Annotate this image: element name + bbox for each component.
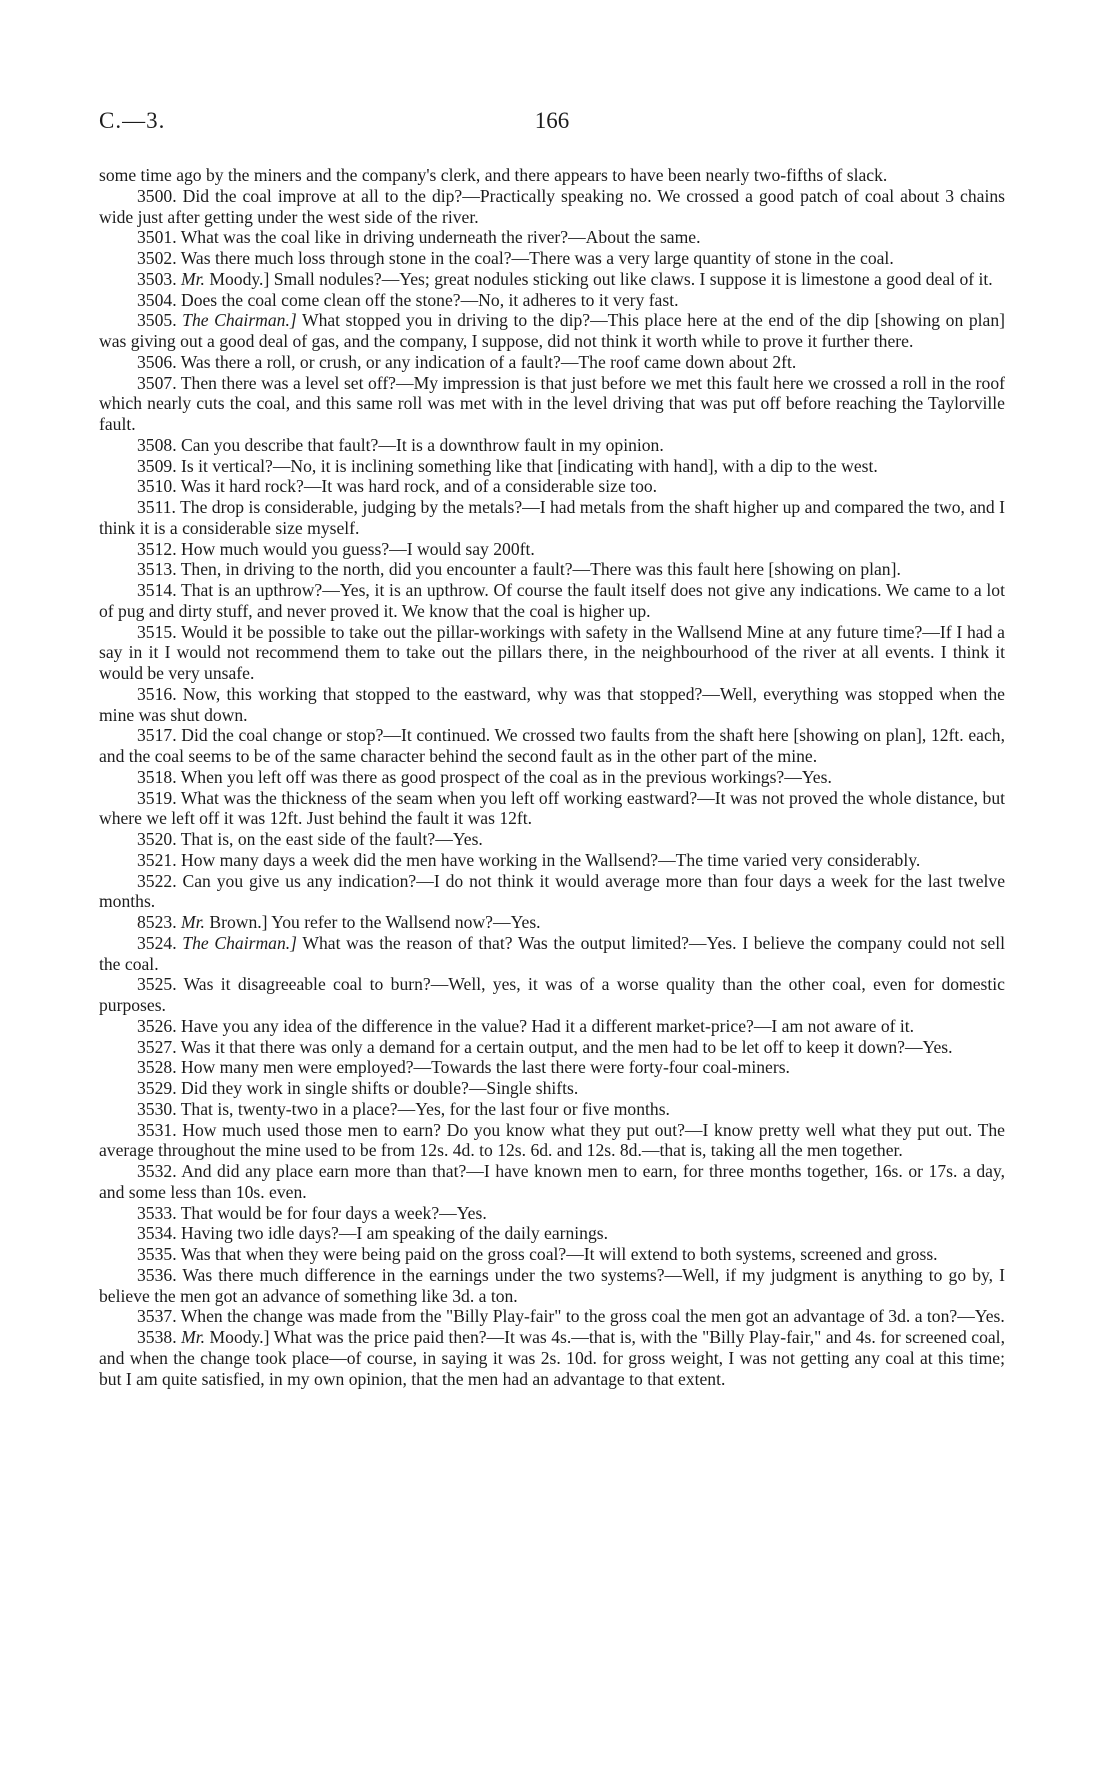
question-number: 3500.	[137, 185, 177, 206]
question-number: 8523.	[137, 912, 177, 932]
speaker-name: Mr.	[181, 268, 205, 289]
question-number: 3511.	[137, 497, 176, 517]
question-paragraph	[99, 1120, 1005, 1162]
question-paragraph	[99, 497, 1005, 539]
question-number: 3521.	[137, 849, 177, 870]
speaker-name: Mr.	[181, 1327, 206, 1347]
paragraph-text: Have you any idea of the difference in the value? Had it a different market-price?—I am not aware of it.	[181, 1015, 915, 1036]
speaker-surname: Moody.]	[209, 1327, 270, 1347]
paragraph-text: You refer to the Wallsend now?—Yes.	[271, 912, 541, 932]
question-paragraph	[99, 1099, 1005, 1120]
question-number: 3518.	[137, 766, 177, 787]
question-number: 3524.	[137, 932, 177, 953]
question-paragraph	[99, 1306, 1005, 1327]
question-paragraph	[99, 1265, 1005, 1307]
paragraph-text: Did the coal improve at all to the dip?—Practically speaking no. We crossed a good patch of coal about 3 chains wide just after getting under the west side of the river.	[99, 185, 1005, 227]
paragraph-text: Was there much difference in the earnings under the two systems?—Well, if my judgment is anything to go by, I believe the men got an advance of something like 3d. a ton.	[99, 1264, 1005, 1306]
paragraph-text: Now, this working that stopped to the eastward, why was that stopped?—Well, everything was stopped when the mine was shut down.	[99, 683, 1005, 725]
evidence-text	[99, 165, 1005, 1389]
paragraph-text: Does the coal come clean off the stone?—No, it adheres to it very fast.	[181, 289, 679, 310]
question-number: 3538.	[137, 1327, 177, 1347]
question-number: 3507.	[137, 372, 177, 393]
question-paragraph	[99, 186, 1005, 228]
paragraph-text: How much would you guess?—I would say 200ft.	[181, 538, 535, 559]
question-number: 3520.	[137, 829, 177, 849]
question-paragraph	[99, 456, 1005, 477]
question-number: 3526.	[137, 1015, 177, 1036]
question-number: 3509.	[137, 455, 177, 476]
paragraph-text: That is an upthrow?—Yes, it is an upthrow. Of course the fault itself does not give any indications. We came to a lot of pug and dirty stuff, and never proved it. We know that the coal is higher up.	[99, 580, 1005, 621]
paragraph-text: Was that when they were being paid on the gross coal?—It will extend to both systems, screened and gross.	[180, 1244, 938, 1264]
question-paragraph	[99, 352, 1005, 373]
question-paragraph	[99, 435, 1005, 456]
question-number: 3533.	[137, 1202, 177, 1223]
question-paragraph	[99, 165, 1005, 186]
question-paragraph	[99, 1223, 1005, 1244]
paragraph-text: Was there much loss through stone in the coal?—There was a very large quantity of stone in the coal.	[180, 248, 894, 268]
paragraph-text: Was it disagreeable coal to burn?—Well, yes, it was of a worse quality than the other coal, even for domestic purposes.	[99, 974, 1005, 1015]
paragraph-text: The drop is considerable, judging by the metals?—I had metals from the shaft higher up and compared the two, and I think it is a considerable size myself.	[99, 497, 1005, 538]
question-number: 3505.	[137, 310, 177, 331]
paragraph-text: Can you describe that fault?—It is a downthrow fault in my opinion.	[181, 434, 664, 455]
paragraph-text: Then, in driving to the north, did you encounter a fault?—There was this fault here [showing on plan].	[180, 559, 901, 580]
question-paragraph	[99, 1327, 1005, 1389]
paragraph-text: some time ago by the miners and the company's clerk, and there appears to have been nearly two-fifths of slack.	[99, 165, 888, 185]
question-number: 3519.	[137, 787, 177, 808]
question-paragraph	[99, 539, 1005, 560]
question-paragraph	[99, 1016, 1005, 1037]
question-number: 3536.	[137, 1264, 177, 1285]
question-number: 3525.	[137, 974, 177, 995]
paragraph-text: Did the coal change or stop?—It continued. We crossed two faults from the shaft here [showing on plan], 12ft. each, and the coal seems to be of the same character behind the second fault as in the other part of the mine.	[99, 725, 1005, 766]
question-number: 3506.	[137, 351, 177, 372]
question-number: 3527.	[137, 1036, 177, 1057]
paragraph-text: Small nodules?—Yes; great nodules sticking out like claws. I suppose it is limestone a good deal of it.	[273, 268, 993, 289]
question-paragraph	[99, 1203, 1005, 1224]
paragraph-text: What was the thickness of the seam when you left off working eastward?—It was not proved the whole distance, but where we left off it was 12ft. Just behind the fault it was 12ft.	[99, 787, 1005, 829]
speaker-name: The Chairman.]	[182, 310, 297, 331]
question-number: 3508.	[137, 434, 177, 455]
question-paragraph	[99, 559, 1005, 580]
question-paragraph	[99, 1078, 1005, 1099]
paragraph-text: What was the price paid then?—It was 4s.—that is, with the "Billy Play-fair," and 4s. for screened coal, and when the change took place—of course, in saying it was 2s. 10d. for gross weight, I was not getting any coal at this time; but I am quite satisfied, in my own opinion, that the men had an advantage to that extent.	[99, 1327, 1005, 1389]
question-paragraph	[99, 871, 1005, 913]
paragraph-text: How many days a week did the men have working in the Wallsend?—The time varied very considerably.	[181, 849, 921, 870]
question-paragraph	[99, 248, 1005, 269]
paragraph-text: Is it vertical?—No, it is inclining something like that [indicating with hand], with a dip to the west.	[181, 455, 878, 476]
question-number: 3510.	[137, 476, 177, 497]
question-paragraph	[99, 1161, 1005, 1203]
paragraph-text: What was the coal like in driving underneath the river?—About the same.	[180, 227, 701, 248]
paragraph-text: When the change was made from the "Billy Play-fair" to the gross coal the men got an advantage of 3d. a ton?—Yes.	[180, 1306, 1005, 1327]
question-paragraph	[99, 580, 1005, 622]
speaker-surname: Moody.]	[209, 268, 270, 289]
question-number: 3534.	[137, 1223, 177, 1244]
question-number: 3514.	[137, 580, 177, 600]
question-number: 3522.	[137, 870, 177, 891]
paragraph-text: How much used those men to earn? Do you know what they put out?—I know pretty well what they put out. The average throughout the mine used to be from 12s. 4d. to 12s. 6d. and 12s. 8d.—that is, taking all the men together.	[99, 1119, 1005, 1161]
question-paragraph	[99, 974, 1005, 1016]
document-reference: C.—3.	[99, 108, 166, 133]
question-paragraph	[99, 227, 1005, 248]
question-paragraph	[99, 829, 1005, 850]
paragraph-text: Did they work in single shifts or double?—Single shifts.	[181, 1078, 579, 1098]
question-number: 3512.	[137, 538, 177, 559]
question-number: 3517.	[137, 725, 177, 746]
question-paragraph	[99, 850, 1005, 871]
paragraph-text: That is, twenty-two in a place?—Yes, for the last four or five months.	[180, 1098, 670, 1119]
question-number: 3501.	[137, 227, 177, 248]
question-number: 3530.	[137, 1098, 177, 1119]
question-number: 3503.	[137, 268, 177, 289]
paragraph-text: That is, on the east side of the fault?—Yes.	[180, 829, 483, 849]
question-number: 3537.	[137, 1306, 177, 1327]
question-number: 3529.	[137, 1078, 177, 1098]
paragraph-text: When you left off was there as good prospect of the coal as in the previous workings?—Yes.	[180, 766, 832, 787]
question-number: 3516.	[137, 683, 177, 704]
question-paragraph	[99, 269, 1005, 290]
paragraph-text: That would be for four days a week?—Yes.	[180, 1202, 487, 1223]
speaker-name: Mr.	[181, 912, 205, 932]
paragraph-text: What stopped you in driving to the dip?—This place here at the end of the dip [showing on plan] was giving out a good deal of gas, and the company, I suppose, did not think it worth while to prove it further there.	[99, 310, 1005, 351]
speaker-name: The Chairman.]	[182, 932, 297, 953]
page-header	[99, 108, 1005, 138]
paragraph-text: Having two idle days?—I am speaking of the daily earnings.	[181, 1223, 609, 1244]
paragraph-text: How many men were employed?—Towards the last there were forty-four coal-miners.	[181, 1057, 790, 1078]
question-number: 3535.	[137, 1244, 177, 1264]
paragraph-text: Was there a roll, or crush, or any indication of a fault?—The roof came down about 2ft.	[180, 351, 797, 372]
question-paragraph	[99, 1244, 1005, 1265]
paragraph-text: Then there was a level set off?—My impression is that just before we met this fault here we crossed a roll in the roof which nearly cuts the coal, and this same roll was met with in the level driving that was put off before reaching the Taylorville fault.	[99, 372, 1005, 434]
question-paragraph	[99, 1037, 1005, 1058]
question-number: 3515.	[137, 621, 177, 642]
question-number: 3504.	[137, 289, 177, 310]
paragraph-text: Was it hard rock?—It was hard rock, and of a considerable size too.	[180, 476, 658, 497]
question-paragraph	[99, 310, 1005, 352]
question-paragraph	[99, 1057, 1005, 1078]
paragraph-text: Can you give us any indication?—I do not think it would average more than four days a week for the last twelve months.	[99, 870, 1005, 912]
question-paragraph	[99, 476, 1005, 497]
question-paragraph	[99, 912, 1005, 933]
question-paragraph	[99, 684, 1005, 726]
paragraph-text: Would it be possible to take out the pillar-workings with safety in the Wallsend Mine at any future time?—If I had a say in it I would not recommend them to take out the pillars there, in the neighbourhood of the river at all events. I think it would be very unsafe.	[99, 621, 1005, 683]
question-paragraph	[99, 788, 1005, 830]
question-number: 3502.	[137, 248, 177, 268]
paragraph-text: Was it that there was only a demand for a certain output, and the men had to be let off to keep it down?—Yes.	[180, 1036, 953, 1057]
question-paragraph	[99, 725, 1005, 767]
question-number: 3528.	[137, 1057, 177, 1078]
question-paragraph	[99, 767, 1005, 788]
question-paragraph	[99, 933, 1005, 975]
question-number: 3513.	[137, 559, 177, 580]
paragraph-text: And did any place earn more than that?—I have known men to earn, for three months together, 16s. or 17s. a day, and some less than 10s. even.	[99, 1161, 1005, 1202]
speaker-surname: Brown.]	[209, 912, 268, 932]
question-paragraph	[99, 622, 1005, 684]
question-number: 3532.	[137, 1161, 177, 1181]
question-paragraph	[99, 373, 1005, 435]
paragraph-text: What was the reason of that? Was the output limited?—Yes. I believe the company could not sell the coal.	[99, 932, 1005, 974]
question-number: 3531.	[137, 1119, 177, 1140]
question-paragraph	[99, 290, 1005, 311]
page-number: 166	[534, 108, 570, 133]
